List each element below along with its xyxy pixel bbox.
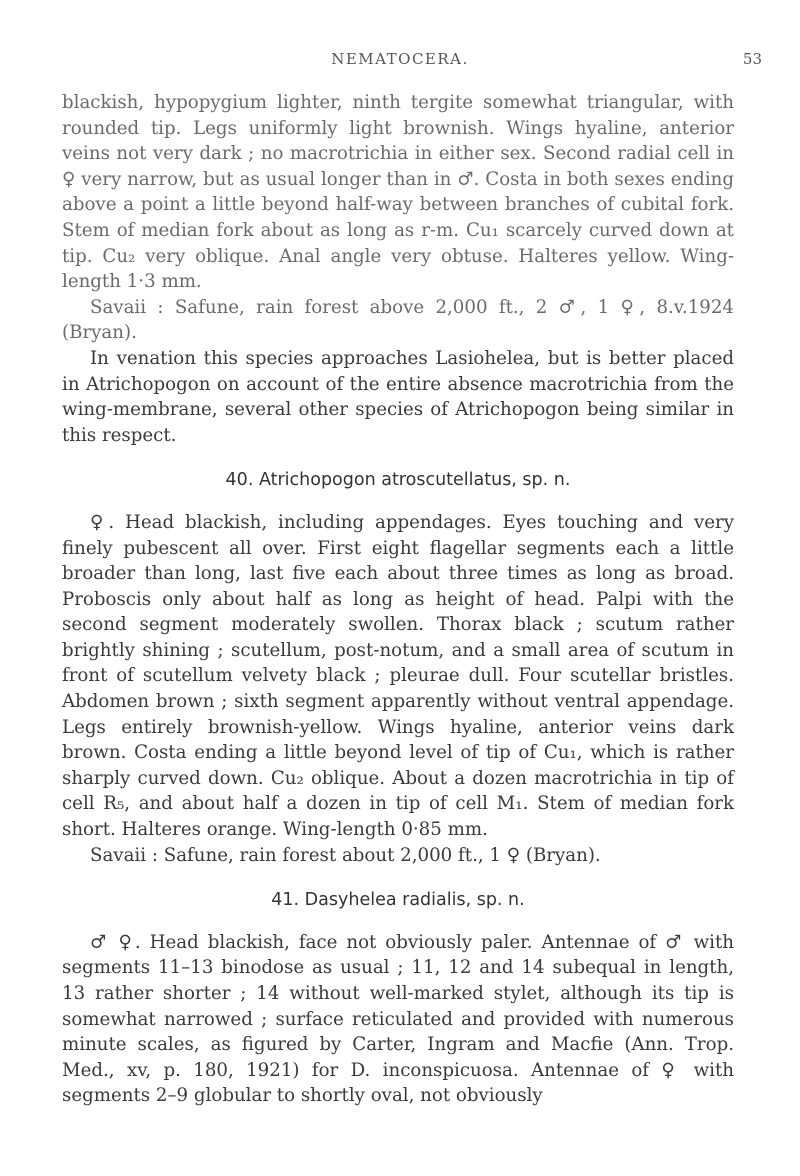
continuation-remark: In venation this species approaches Lasiohelea, but is better placed in Atrichopogon on account of the entire absence macrotrichia from the wing-membrane, several other species of Atrichopogon being similar in this respect. (62, 347, 734, 446)
page-number: 53 (742, 50, 762, 68)
species-40-description: ♀. Head blackish, including appendages. Eyes touching and very finely pubescent all over. First eight flagellar segments each a little broader than long, last five each about three times as long as broad. Proboscis only about half as long as height of head. Palpi with the second segment moderately swollen. Thorax black ; scutum rather brightly shining ; scutellum, post-notum, and a small area of scutum in front of scutellum velvety black ; pleurae dull. Four scutellar bristles. Abdomen brown ; sixth segment apparently without ventral appendage. Legs entirely brownish-yellow. Wings hyaline, anterior veins dark brown. Costa ending a little beyond level of tip of Cu₁, which is rather sharply curved down. Cu₂ oblique. About a dozen macrotrichia in tip of cell R₅, and about half a dozen in tip of cell M₁. Stem of median fork short. Halteres orange. Wing-length 0·85 mm. (62, 511, 734, 841)
species-41-description: ♂ ♀. Head blackish, face not obviously paler. Antennae of ♂ with segments 11–13 binodose as usual ; 11, 12 and 14 subequal in length, 13 rather shorter ; 14 without well-marked stylet, although its tip is somewhat narrowed ; surface reticulated and provided with numerous minute scales, as figured by Carter, Ingram and Macfie (Ann. Trop. Med., xv, p. 180, 1921) for D. inconspicuosa. Antennae of ♀ with segments 2–9 globular to shortly oval, not obviously (62, 931, 734, 1107)
continuation-paragraph: blackish, hypopygium lighter, ninth tergite somewhat triangular, with rounded tip. Legs uniformly light brownish. Wings hyaline, anterior veins not very dark ; no macrotrichia in either sex. Second radial cell in ♀ very narrow, but as usual longer than in ♂. Costa in both sexes ending above a point a little beyond half-way between branches of cubital fork. Stem of median fork about as long as r-m. Cu₁ scarcely curved down at tip. Cu₂ very oblique. Anal angle very obtuse. Halteres yellow. Wing-length 1·3 mm. (62, 92, 734, 293)
species-40-locality: Savaii : Safune, rain forest about 2,000 ft., 1 ♀ (Bryan). (90, 844, 601, 866)
running-head: NEMATOCERA. (331, 50, 469, 68)
continuation-locality: Savaii : Safune, rain forest above 2,000 ft., 2 ♂, 1 ♀, 8.v.1924 (Bryan). (62, 296, 734, 344)
species-40-heading: 40. Atrichopogon atroscutellatus, sp. n. (225, 470, 571, 491)
species-41-heading: 41. Dasyhelea radialis, sp. n. (271, 890, 525, 911)
page-body (62, 90, 734, 1109)
